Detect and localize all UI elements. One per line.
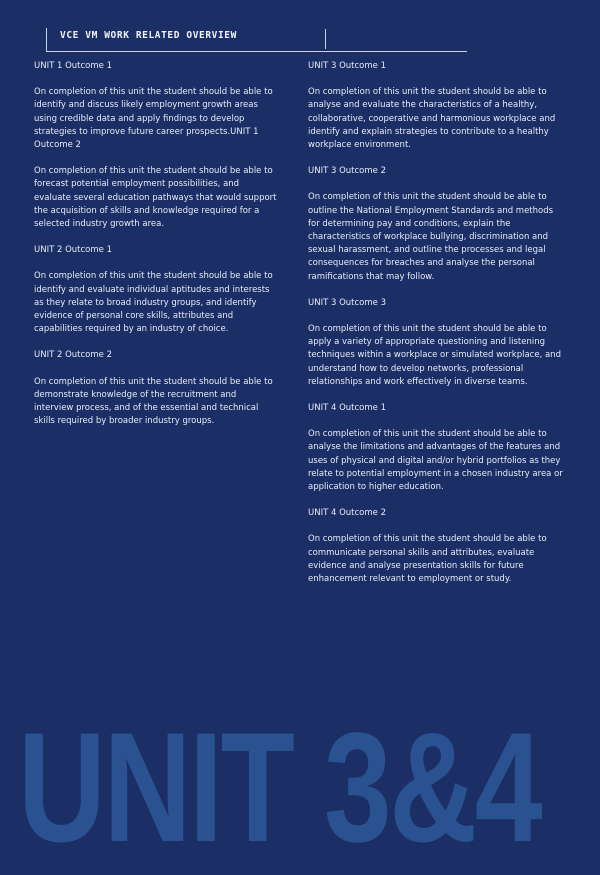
page-header	[46, 28, 467, 52]
outcome-block	[34, 244, 278, 336]
outcome-text: On completion of this unit the student should be able to communicate personal skills and attributes, evaluate evidence and analyse presentation skills for future enhancement relevant to employment or study.	[308, 534, 547, 585]
outcome-text: On completion of this unit the student should be able to identify and discuss likely employment growth areas using credible data and apply findings to develop strategies to improve future career prospects.UNIT 1 Outcome 2	[34, 87, 273, 151]
outcome-text: On completion of this unit the student should be able to forecast potential employment possibilities, and evaluate several education pathways that would support the acquisition of skills and knowledge required for a selected industry growth area.	[34, 166, 277, 230]
outcome-text: On completion of this unit the student should be able to identify and evaluate individual aptitudes and interests as they relate to broad industry groups, and identify evidence of personal core skills, attributes and capabilities required by an industry of choice.	[34, 271, 273, 335]
left-column	[34, 60, 278, 441]
outcome-heading: UNIT 2 Outcome 2	[34, 350, 112, 361]
header-divider	[325, 29, 326, 49]
outcome-block	[34, 165, 278, 231]
outcome-text: On completion of this unit the student should be able to outline the National Employment Standards and methods for determining pay and conditions, explain the characteristics of workplace bullying, discrimination and sexual harassment, and outline the processes and legal consequences for breaches and analyse the personal ramifications that may follow.	[308, 192, 554, 282]
outcome-block	[308, 297, 564, 389]
outcome-text: On completion of this unit the student should be able to apply a variety of appropriate questioning and listening techniques within a workplace or simulated workplace, and understand how to develop networks, professional relationships and work effectively in diverse teams.	[308, 324, 561, 387]
outcome-heading: UNIT 3 Outcome 1	[308, 61, 386, 71]
outcome-block	[34, 60, 278, 152]
outcome-heading: UNIT 2 Outcome 1	[34, 245, 112, 256]
outcome-text: On completion of this unit the student should be able to demonstrate knowledge of the recruitment and interview process, and of the essential and technical skills required by broader industry groups.	[34, 376, 273, 427]
outcome-heading: UNIT 3 Outcome 3	[308, 297, 386, 308]
outcome-heading: UNIT 3 Outcome 2	[308, 166, 386, 177]
right-column	[308, 60, 564, 599]
outcome-block	[34, 349, 278, 428]
outcome-heading: UNIT 1 Outcome 1	[34, 61, 112, 71]
outcome-block	[308, 60, 564, 152]
outcome-block	[308, 165, 564, 284]
outcome-block	[308, 402, 564, 494]
outcome-text: On completion of this unit the student should be able to analyse and evaluate the characteristics of a healthy, collaborative, cooperative and harmonious workplace and identify and explain strategies to contribute to a healthy workplace environment.	[308, 87, 556, 151]
outcome-heading: UNIT 4 Outcome 2	[308, 508, 386, 519]
outcome-block	[308, 507, 564, 586]
outcome-text: On completion of this unit the student should be able to analyse the limitations and advantages of the features and uses of physical and digital and/or hybrid portfolios as they relate to potential employment in a chosen industry area or application to higher education.	[308, 429, 563, 493]
header-title: VCE VM WORK RELATED OVERVIEW	[60, 30, 237, 41]
big-unit-title: UNIT 3&4	[18, 701, 541, 875]
outcome-heading: UNIT 4 Outcome 1	[308, 403, 386, 414]
